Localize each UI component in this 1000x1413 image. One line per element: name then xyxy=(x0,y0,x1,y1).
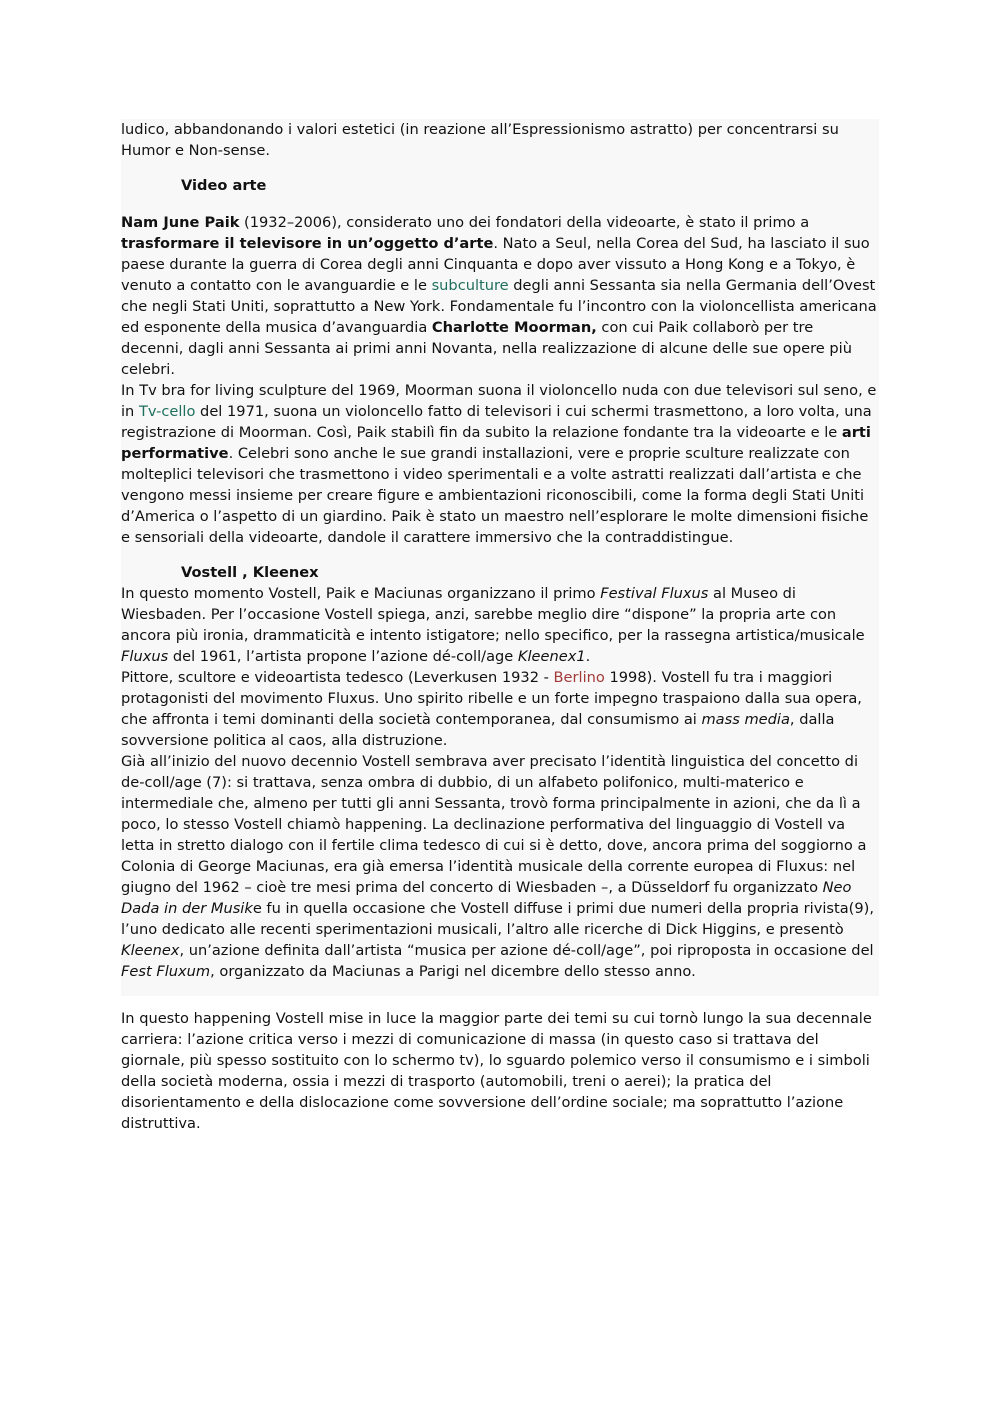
tv-cello-paragraph: In Tv bra for living sculpture del 1969, Moorman suona il violoncello nuda con due televisori sul seno, e in Tv-cello del 1971, suona un violoncello fatto di televisori i cui schermi trasmettono, a loro volta, una registrazione di Moorman. Così, Paik stabilì fin da subito la relazione fondante tra la videoarte e le arti performative. Celebri sono anche le sue grandi installazioni, vere e proprie sculture realizzate con molteplici televisori che trasmettono i video sperimentali e a volte astratti realizzati dall’artista e che vengono messi insieme per creare figure e ambientazioni riconoscibili, come la forma degli Stati Uniti d’America o l’aspetto di un giardino. Paik è stato un maestro nell’esplorare le molte dimensioni fisiche e sensoriali della videoarte, dandole il carattere immersivo che la contraddistingue. xyxy=(121,382,877,546)
tv-cello-link[interactable]: Tv-cello xyxy=(138,403,196,420)
moorman-name: Charlotte Moorman, xyxy=(431,319,597,336)
paik-name: Nam June Paik xyxy=(121,214,240,231)
document-page xyxy=(121,119,879,1134)
subculture-link[interactable]: subculture xyxy=(431,277,509,294)
closing-paragraph: In questo happening Vostell mise in luce la maggior parte dei temi su cui tornò lungo la sua decennale carriera: l’azione critica verso i mezzi di comunicazione di massa (in questo caso si trattava del giornale, più spesso sostituito con lo schermo tv), lo sguardo polemico verso il consumismo e i simboli della società moderna, ossia i mezzi di trasporto (automobili, treni o aerei); la pratica del disorientamento e della dislocazione come sovversione dell’ordine sociale; ma soprattutto l’azione distruttiva. xyxy=(121,1010,872,1132)
intro-paragraph: ludico, abbandonando i valori estetici (in reazione all’Espressionismo astratto) per concentrarsi su Humor e Non-sense. xyxy=(121,121,839,159)
shaded-block xyxy=(121,119,879,996)
arti-performative-bold: arti performative xyxy=(121,424,871,462)
paik-bold-phrase: trasformare il televisore in un’oggetto d’arte xyxy=(121,235,494,252)
heading-vostell-kleenex: Vostell , Kleenex xyxy=(181,564,319,581)
shade-bottom-spacer xyxy=(121,982,879,996)
fluxus-festival-paragraph: In questo momento Vostell, Paik e Maciunas organizzano il primo Festival Fluxus al Museo di Wiesbaden. Per l’occasione Vostell spiega, anzi, sarebbe meglio dire “dispone” la propria arte con ancora più ironia, drammaticità e intento istigatore; nello specifico, per la rassegna artistica/musicale Fluxus del 1961, l’artista propone l’azione dé-coll/age Kleenex1. xyxy=(121,585,865,665)
paik-paragraph: Nam June Paik (1932–2006), considerato uno dei fondatori della videoarte, è stato il primo a trasformare il televisore in un’oggetto d’arte. Nato a Seul, nella Corea del Sud, ha lasciato il suo paese durante la guerra di Corea degli anni Cinquanta e dopo aver vissuto a Hong Kong e a Tokyo, è venuto a contatto con le avanguardie e le subculture degli anni Sessanta sia nella Germania dell’Ovest che negli Stati Uniti, soprattutto a New York. Fondamentale fu l’incontro con la violoncellista americana ed esponente della musica d’avanguardia Charlotte Moorman, con cui Paik collaborò per tre decenni, dagli anni Sessanta ai primi anni Novanta, nella realizzazione di alcune delle sue opere più celebri. xyxy=(121,214,877,378)
vostell-bio-paragraph: Pittore, scultore e videoartista tedesco (Leverkusen 1932 - Berlino 1998). Vostell fu tra i maggiori protagonisti del movimento Fluxus. Uno spirito ribelle e un forte impegno traspaiono dalla sua opera, che affronta i temi dominanti della società contemporanea, dal consumismo ai mass media, dalla sovversione politica al caos, alla distruzione. xyxy=(121,669,862,749)
decoll-age-paragraph: Già all’inizio del nuovo decennio Vostell sembrava aver precisato l’identità linguistica del concetto di de-coll/age (7): si trattava, senza ombra di dubbio, di un alfabeto polifonico, multi-materico e intermediale che, almeno per tutti gli anni Sessanta, trovò forma principalmente in azioni, che da lì a poco, lo stesso Vostell chiamò happening. La declinazione performativa del linguaggio di Vostell va letta in stretto dialogo con il fertile clima tedesco di cui si è detto, dove, ancora prima del soggiorno a Colonia di George Maciunas, era già emersa l’identità musicale della corrente europea di Fluxus: nel giugno del 1962 – cioè tre mesi prima del concerto di Wiesbaden –, a Düsseldorf fu organizzato Neo Dada in der Musike fu in quella occasione che Vostell diffuse i primi due numeri della propria rivista(9), l’uno dedicato alle recenti sperimentazioni musicali, l’altro alle ricerche di Dick Higgins, e presentò Kleenex, un’azione definita dall’artista “musica per azione dé-coll/age”, poi riproposta in occasione del Fest Fluxum, organizzato da Maciunas a Parigi nel dicembre dello stesso anno. xyxy=(121,753,874,980)
berlino-link[interactable]: Berlino xyxy=(553,669,605,686)
heading-video-arte: Video arte xyxy=(181,177,267,194)
